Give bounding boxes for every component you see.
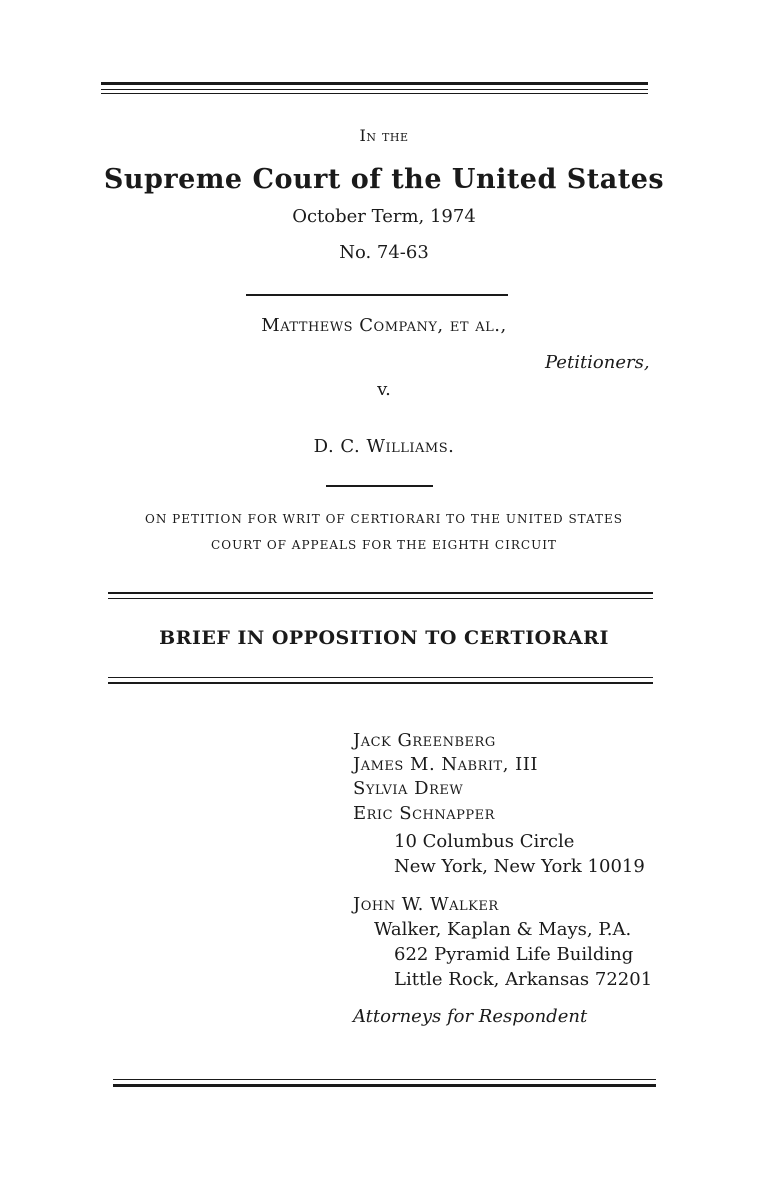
attorney-3: Sylvia Drew — [353, 778, 464, 799]
address-2-line-2: 622 Pyramid Life Building — [394, 944, 634, 965]
top-rule-thin-2 — [101, 93, 648, 94]
title-rule-top-thick — [108, 592, 653, 594]
divider-1 — [246, 294, 508, 296]
attorney-1: Jack Greenberg — [353, 730, 496, 751]
address-1-line-2: New York, New York 10019 — [394, 856, 645, 877]
term: October Term, 1974 — [292, 206, 476, 227]
petition-line-1: ON PETITION FOR WRIT OF CERTIORARI TO THE UNITED STATES — [145, 512, 623, 526]
petitioner-name: Matthews Company, et al., — [261, 315, 507, 336]
top-rule-thick — [101, 82, 648, 85]
title-rule-bottom-thin — [108, 677, 653, 678]
title-rule-bottom-thick — [108, 682, 653, 684]
in-the-label: In the — [359, 126, 409, 145]
attorney-5: John W. Walker — [353, 894, 499, 915]
petition-line-2: COURT OF APPEALS FOR THE EIGHTH CIRCUIT — [211, 538, 557, 552]
bottom-rule-thin — [113, 1079, 656, 1080]
address-2-line-3: Little Rock, Arkansas 72201 — [394, 969, 653, 990]
attorney-4: Eric Schnapper — [353, 803, 495, 824]
divider-2 — [326, 485, 433, 487]
versus: v. — [377, 379, 391, 400]
attorney-2: James M. Nabrit, III — [353, 754, 538, 775]
title-rule-top-thin — [108, 598, 653, 599]
court-name: Supreme Court of the United States — [103, 164, 665, 195]
address-1-line-1: 10 Columbus Circle — [394, 831, 575, 852]
docket-number: No. 74-63 — [339, 242, 429, 263]
respondent-name: D. C. Williams. — [313, 436, 455, 457]
attorneys-role: Attorneys for Respondent — [353, 1006, 588, 1027]
top-rule-thin — [101, 89, 648, 90]
petitioner-role: Petitioners, — [545, 352, 650, 373]
brief-title: BRIEF IN OPPOSITION TO CERTIORARI — [159, 627, 609, 649]
address-2-line-1: Walker, Kaplan & Mays, P.A. — [374, 919, 632, 940]
bottom-rule-thick — [113, 1084, 656, 1087]
